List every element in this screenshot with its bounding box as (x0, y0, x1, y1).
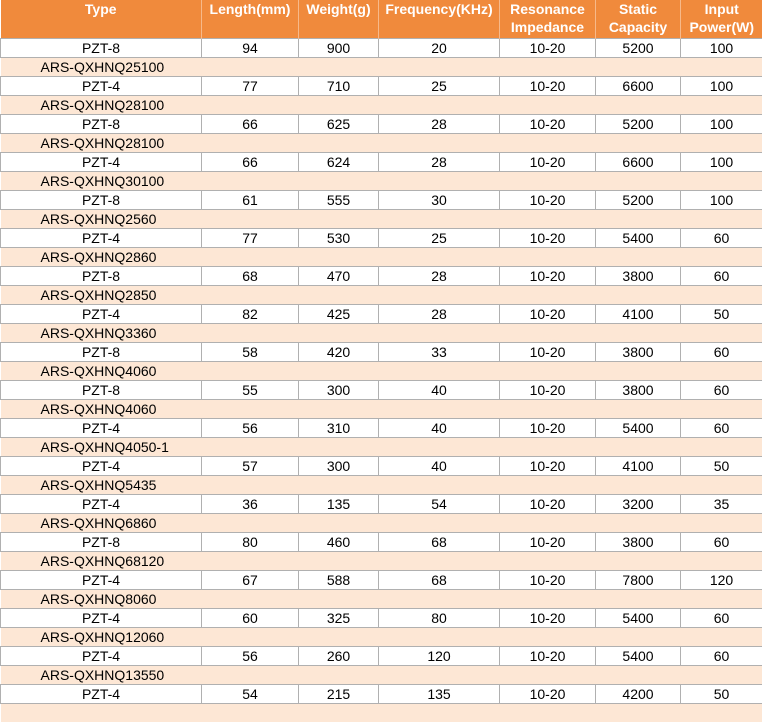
cell-power: 100 (681, 77, 762, 96)
cell-capacity: 5400 (596, 609, 681, 628)
cell-length: 66 (202, 153, 299, 172)
cell-capacity: 3800 (596, 267, 681, 286)
model-name: ARS-QXHNQ2860 (1, 248, 762, 267)
table-row (1, 495, 762, 514)
table-row (1, 267, 762, 286)
cell-impedance: 10-20 (500, 77, 596, 96)
cell-power: 50 (681, 457, 762, 476)
cell-power: 100 (681, 153, 762, 172)
table-row (1, 381, 762, 400)
model-name: ARS-QXHNQ28100 (1, 96, 762, 115)
model-name: ARS-QXHNQ2560 (1, 210, 762, 229)
cell-weight: 300 (299, 381, 379, 400)
cell-length: 60 (202, 609, 299, 628)
cell-power: 60 (681, 533, 762, 552)
cell-length: 56 (202, 419, 299, 438)
cell-frequency: 28 (379, 115, 500, 134)
cell-weight: 300 (299, 457, 379, 476)
model-name: ARS-QXHNQ6860 (1, 514, 762, 533)
cell-impedance: 10-20 (500, 381, 596, 400)
cell-length: 68 (202, 267, 299, 286)
table-row (1, 191, 762, 210)
table-row (1, 153, 762, 172)
cell-length: 77 (202, 77, 299, 96)
cell-weight: 624 (299, 153, 379, 172)
header-row (1, 0, 762, 39)
cell-impedance: 10-20 (500, 609, 596, 628)
table-body (1, 39, 762, 723)
header-frequency: Frequency(KHz) (379, 0, 500, 39)
model-name: ARS-QXHNQ3360 (1, 324, 762, 343)
cell-capacity: 4100 (596, 305, 681, 324)
cell-capacity: 4100 (596, 457, 681, 476)
model-name: ARS-QXHNQ5435 (1, 476, 762, 495)
cell-frequency: 30 (379, 191, 500, 210)
cell-type: PZT-4 (1, 77, 202, 96)
model-row (1, 324, 762, 343)
cell-power: 100 (681, 115, 762, 134)
header-impedance: Resonance Impedance (500, 0, 596, 39)
cell-type: PZT-4 (1, 305, 202, 324)
table-row (1, 457, 762, 476)
cell-capacity: 6600 (596, 153, 681, 172)
cell-weight: 555 (299, 191, 379, 210)
cell-impedance: 10-20 (500, 343, 596, 362)
table-row (1, 77, 762, 96)
model-name: ARS-QXHNQ4050-1 (1, 438, 762, 457)
cell-length: 56 (202, 647, 299, 666)
cell-type: PZT-4 (1, 419, 202, 438)
model-row (1, 552, 762, 571)
table-row (1, 533, 762, 552)
cell-length: 67 (202, 571, 299, 590)
cell-power: 100 (681, 191, 762, 210)
table-row (1, 115, 762, 134)
cell-power: 60 (681, 647, 762, 666)
table-header (1, 0, 762, 39)
cell-type: PZT-8 (1, 343, 202, 362)
cell-frequency: 25 (379, 77, 500, 96)
cell-weight: 310 (299, 419, 379, 438)
model-name: ARS-QXHNQ28100 (1, 134, 762, 153)
table-row (1, 419, 762, 438)
cell-frequency: 33 (379, 343, 500, 362)
cell-type: PZT-8 (1, 533, 202, 552)
header-type: Type (1, 0, 202, 39)
cell-type: PZT-4 (1, 609, 202, 628)
cell-type: PZT-4 (1, 571, 202, 590)
cell-impedance: 10-20 (500, 267, 596, 286)
table-row (1, 39, 762, 58)
cell-weight: 460 (299, 533, 379, 552)
cell-weight: 215 (299, 685, 379, 704)
cell-power: 60 (681, 229, 762, 248)
cell-weight: 425 (299, 305, 379, 324)
cell-power: 60 (681, 343, 762, 362)
cell-weight: 135 (299, 495, 379, 514)
model-name: ARS-QXHNQ13550 (1, 666, 762, 685)
model-row (1, 666, 762, 685)
cell-weight: 625 (299, 115, 379, 134)
model-name: ARS-QXHNQ25100 (1, 58, 762, 77)
cell-impedance: 10-20 (500, 685, 596, 704)
model-row (1, 134, 762, 153)
cell-length: 55 (202, 381, 299, 400)
cell-weight: 530 (299, 229, 379, 248)
cell-frequency: 28 (379, 267, 500, 286)
cell-frequency: 25 (379, 229, 500, 248)
cell-length: 94 (202, 39, 299, 58)
cell-weight: 260 (299, 647, 379, 666)
cell-weight: 420 (299, 343, 379, 362)
cell-power: 60 (681, 381, 762, 400)
cell-length: 61 (202, 191, 299, 210)
cell-frequency: 40 (379, 419, 500, 438)
cell-weight: 900 (299, 39, 379, 58)
model-row (1, 590, 762, 609)
cell-power: 60 (681, 419, 762, 438)
model-name: ARS-QXHNQ12060 (1, 628, 762, 647)
cell-type: PZT-8 (1, 381, 202, 400)
model-name: ARS-QXHNQ30100 (1, 172, 762, 191)
footer-band-cell (1, 704, 762, 723)
cell-frequency: 40 (379, 457, 500, 476)
cell-frequency: 80 (379, 609, 500, 628)
cell-frequency: 54 (379, 495, 500, 514)
model-row (1, 628, 762, 647)
cell-capacity: 5400 (596, 229, 681, 248)
cell-type: PZT-8 (1, 191, 202, 210)
cell-power: 35 (681, 495, 762, 514)
table-row (1, 609, 762, 628)
cell-capacity: 3800 (596, 533, 681, 552)
cell-power: 50 (681, 685, 762, 704)
footer-band (1, 704, 762, 723)
cell-impedance: 10-20 (500, 647, 596, 666)
cell-type: PZT-4 (1, 495, 202, 514)
cell-capacity: 5400 (596, 419, 681, 438)
header-power: Input Power(W) (681, 0, 762, 39)
table-row (1, 571, 762, 590)
cell-frequency: 135 (379, 685, 500, 704)
cell-frequency: 28 (379, 305, 500, 324)
model-name: ARS-QXHNQ2850 (1, 286, 762, 305)
cell-length: 77 (202, 229, 299, 248)
model-row (1, 438, 762, 457)
cell-impedance: 10-20 (500, 115, 596, 134)
cell-frequency: 40 (379, 381, 500, 400)
table-row (1, 343, 762, 362)
cell-power: 50 (681, 305, 762, 324)
cell-type: PZT-4 (1, 457, 202, 476)
cell-weight: 588 (299, 571, 379, 590)
cell-impedance: 10-20 (500, 571, 596, 590)
model-row (1, 58, 762, 77)
cell-capacity: 5200 (596, 39, 681, 58)
model-name: ARS-QXHNQ8060 (1, 590, 762, 609)
model-row (1, 286, 762, 305)
cell-power: 100 (681, 39, 762, 58)
cell-impedance: 10-20 (500, 191, 596, 210)
header-length: Length(mm) (202, 0, 299, 39)
cell-capacity: 7800 (596, 571, 681, 590)
cell-length: 80 (202, 533, 299, 552)
model-name: ARS-QXHNQ4060 (1, 362, 762, 381)
cell-impedance: 10-20 (500, 305, 596, 324)
cell-power: 60 (681, 267, 762, 286)
cell-type: PZT-4 (1, 229, 202, 248)
header-weight: Weight(g) (299, 0, 379, 39)
cell-impedance: 10-20 (500, 533, 596, 552)
model-row (1, 476, 762, 495)
cell-length: 82 (202, 305, 299, 324)
cell-type: PZT-4 (1, 647, 202, 666)
cell-frequency: 68 (379, 571, 500, 590)
cell-weight: 325 (299, 609, 379, 628)
cell-capacity: 6600 (596, 77, 681, 96)
model-row (1, 172, 762, 191)
cell-frequency: 28 (379, 153, 500, 172)
cell-impedance: 10-20 (500, 153, 596, 172)
cell-type: PZT-4 (1, 685, 202, 704)
table-row (1, 685, 762, 704)
model-row (1, 96, 762, 115)
cell-capacity: 5200 (596, 115, 681, 134)
cell-length: 54 (202, 685, 299, 704)
cell-capacity: 3200 (596, 495, 681, 514)
cell-type: PZT-8 (1, 267, 202, 286)
model-row (1, 514, 762, 533)
cell-frequency: 20 (379, 39, 500, 58)
header-capacity: Static Capacity (596, 0, 681, 39)
table-row (1, 305, 762, 324)
cell-capacity: 5400 (596, 647, 681, 666)
cell-length: 58 (202, 343, 299, 362)
model-row (1, 400, 762, 419)
cell-length: 57 (202, 457, 299, 476)
cell-power: 120 (681, 571, 762, 590)
model-row (1, 210, 762, 229)
cell-capacity: 3800 (596, 343, 681, 362)
cell-weight: 470 (299, 267, 379, 286)
model-name: ARS-QXHNQ68120 (1, 552, 762, 571)
cell-frequency: 68 (379, 533, 500, 552)
cell-length: 36 (202, 495, 299, 514)
table-row (1, 647, 762, 666)
model-row (1, 248, 762, 267)
cell-type: PZT-8 (1, 39, 202, 58)
cell-impedance: 10-20 (500, 229, 596, 248)
cell-impedance: 10-20 (500, 419, 596, 438)
cell-capacity: 3800 (596, 381, 681, 400)
cell-power: 60 (681, 609, 762, 628)
cell-impedance: 10-20 (500, 457, 596, 476)
cell-impedance: 10-20 (500, 39, 596, 58)
cell-length: 66 (202, 115, 299, 134)
table-row (1, 229, 762, 248)
cell-type: PZT-8 (1, 115, 202, 134)
cell-impedance: 10-20 (500, 495, 596, 514)
cell-weight: 710 (299, 77, 379, 96)
model-name: ARS-QXHNQ4060 (1, 400, 762, 419)
cell-frequency: 120 (379, 647, 500, 666)
cell-capacity: 4200 (596, 685, 681, 704)
cell-type: PZT-4 (1, 153, 202, 172)
cell-capacity: 5200 (596, 191, 681, 210)
model-row (1, 362, 762, 381)
